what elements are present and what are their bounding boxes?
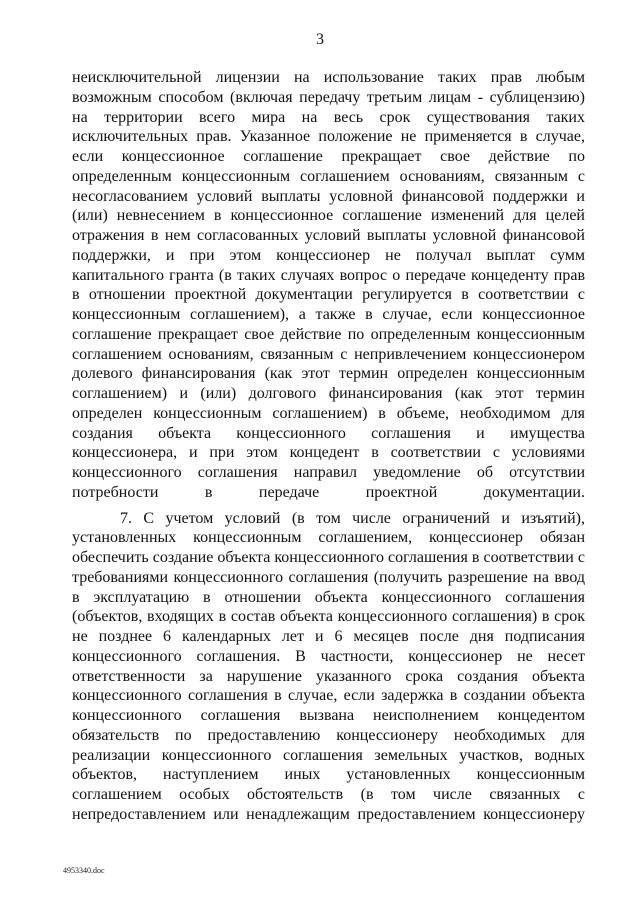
paragraph-continuation: неисключительной лицензии на использование таких прав любым возможным способом (включая передачу третьим лицам - сублицензию) на территории всего мира на весь срок существования таких исключительных прав. Указанное положение не применяется в случае, если концессионное соглашение прекращает свое действие по определенным концессионным соглашением основаниям, связанным с несогласованием условий выплаты условной финансовой поддержки и (или) невнесением в концессионное соглашение изменений для целей отражения в нем согласованных условий выплаты условной финансовой поддержки, и при этом концессионер не получал выплат сумм капитального гранта (в таких случаях вопрос о передаче концеденту прав в отношении проектной документации регулируется в соответствии с концессионным соглашением), а также в случае, если концессионное соглашение прекращает свое действие по определенным концессионным соглашением основаниям, связанным с непривлечением концессионером долевого финансирования (как этот термин определен концессионным соглашением) и (или) долгового финансирования (как этот термин определен концессионным соглашением) в объеме, необходимом для создания объекта концессионного соглашения и имущества концессионера, и при этом концедент в соответствии с условиями концессионного соглашения направил уведомление об отсутствии потребности в передаче проектной документации. [72,69,585,501]
footer-file-name: 4953340.doc [63,866,105,875]
page-number: 3 [316,31,324,48]
document-body [72,68,585,825]
paragraph-clause-7: 7. С учетом условий (в том числе ограничений и изъятий), установленных концессионным соглашением, концессионер обязан обеспечить создание объекта концессионного соглашения в соответствии с требованиями концессионного соглашения (получить разрешение на ввод в эксплуатацию в отношении объекта концессионного соглашения (объектов, входящих в состав объекта концессионного соглашения) в срок не позднее 6 календарных лет и 6 месяцев после дня подписания концессионного соглашения. В частности, концессионер не несет ответственности за нарушение указанного срока создания объекта концессионного соглашения в случае, если задержка в создании объекта концессионного соглашения вызвана неисполнением концедентом обязательств по предоставлению концессионеру необходимых для реализации концессионного соглашения земельных участков, водных объектов, наступлением иных установленных концессионным соглашением особых обстоятельств (в том числе связанных с непредоставлением или ненадлежащим предоставлением концессионеру [72,509,585,823]
